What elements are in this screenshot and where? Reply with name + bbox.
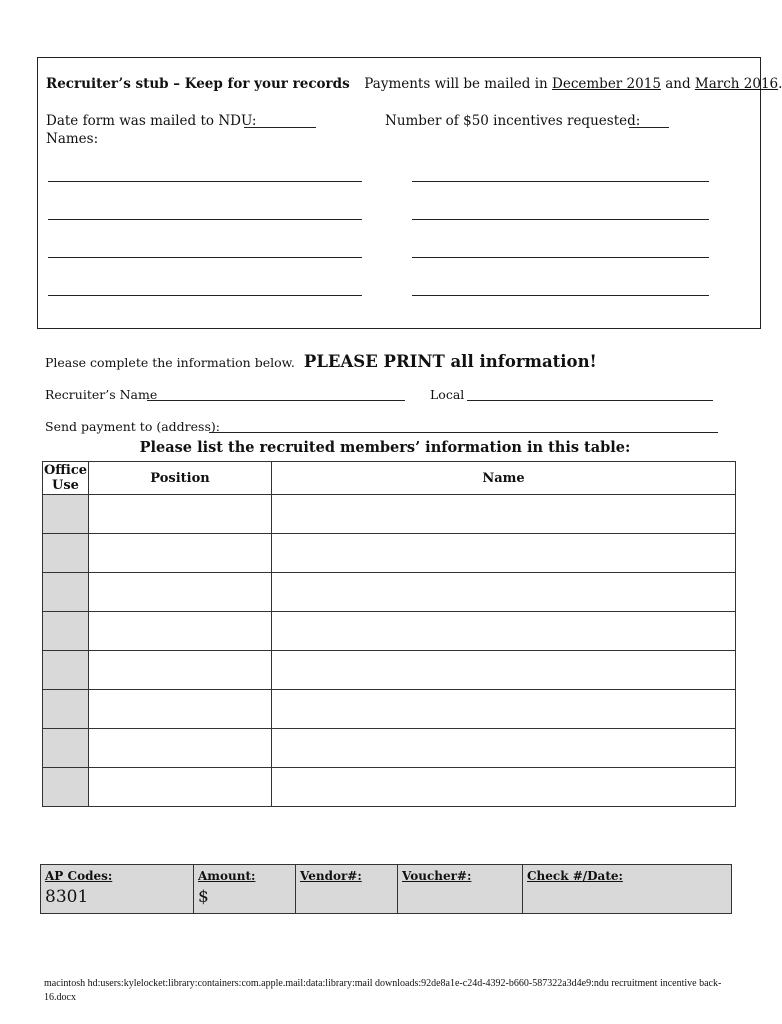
local-field[interactable] xyxy=(467,400,713,401)
date-mailed-label: Date form was mailed to NDU: xyxy=(46,113,257,129)
table-row xyxy=(43,651,736,690)
office-use-cell xyxy=(43,534,89,573)
instructions-intro: Please complete the information below. xyxy=(45,355,295,370)
vendor-cell xyxy=(296,865,398,914)
office-use-cell xyxy=(43,690,89,729)
name-cell[interactable] xyxy=(272,495,736,534)
table-heading: Please list the recruited members’ information in this table: xyxy=(139,439,631,456)
office-use-cell xyxy=(43,612,89,651)
members-table-header-row xyxy=(43,462,736,495)
table-row xyxy=(43,534,736,573)
send-payment-field[interactable] xyxy=(209,432,718,433)
position-cell[interactable] xyxy=(89,690,272,729)
position-cell[interactable] xyxy=(89,651,272,690)
payment-note-and: and xyxy=(660,76,695,92)
voucher-header: Voucher#: xyxy=(402,869,472,883)
position-cell[interactable] xyxy=(89,495,272,534)
instructions-line xyxy=(45,352,597,371)
check-date-header: Check #/Date: xyxy=(527,869,623,883)
name-cell[interactable] xyxy=(272,690,736,729)
stub-header-line xyxy=(46,76,782,92)
position-cell[interactable] xyxy=(89,768,272,807)
amount-header: Amount: xyxy=(198,869,256,883)
name-cell[interactable] xyxy=(272,534,736,573)
table-row xyxy=(43,690,736,729)
name-field-left-4[interactable] xyxy=(48,295,362,296)
office-use-cell xyxy=(43,768,89,807)
name-cell[interactable] xyxy=(272,729,736,768)
payment-note-prefix: Payments will be mailed in xyxy=(364,76,553,92)
payment-note-suffix: . xyxy=(778,76,782,92)
office-use-cell xyxy=(43,651,89,690)
office-use-cell xyxy=(43,495,89,534)
ap-codes-value: 8301 xyxy=(45,887,89,907)
name-field-left-2[interactable] xyxy=(48,219,362,220)
office-use-header xyxy=(43,462,89,495)
ap-codes-cell xyxy=(41,865,194,914)
local-label: Local xyxy=(430,387,465,402)
name-field-left-1[interactable] xyxy=(48,181,362,182)
name-header: Name xyxy=(272,462,736,495)
table-row xyxy=(43,612,736,651)
date-mailed-field[interactable] xyxy=(244,127,316,128)
names-label: Names: xyxy=(46,131,99,147)
name-cell[interactable] xyxy=(272,612,736,651)
table-row xyxy=(43,573,736,612)
payment-date-2: March 2016 xyxy=(694,76,779,92)
name-cell[interactable] xyxy=(272,573,736,612)
position-cell[interactable] xyxy=(89,612,272,651)
recruiter-name-field[interactable] xyxy=(147,400,405,401)
ap-codes-header: AP Codes: xyxy=(45,869,113,883)
recruiter-name-label: Recruiter’s Name xyxy=(45,387,158,402)
ap-codes-table xyxy=(40,864,732,914)
position-header: Position xyxy=(89,462,272,495)
table-row xyxy=(43,768,736,807)
table-row xyxy=(43,495,736,534)
name-field-right-3[interactable] xyxy=(412,257,709,258)
recruiter-stub-box xyxy=(37,57,761,329)
name-field-right-1[interactable] xyxy=(412,181,709,182)
name-field-left-3[interactable] xyxy=(48,257,362,258)
check-date-cell xyxy=(523,865,732,914)
position-cell[interactable] xyxy=(89,729,272,768)
name-field-right-4[interactable] xyxy=(412,295,709,296)
vendor-header: Vendor#: xyxy=(300,869,362,883)
file-path-footer: macintosh hd:users:kylelocket:library:containers:com.apple.mail:data:library:mail downloads:92de8a1e-c24d-4392-b660-587322a3d4e9:ndu recruitment incentive back-16.docx xyxy=(44,978,722,1003)
office-use-cell xyxy=(43,729,89,768)
position-cell[interactable] xyxy=(89,573,272,612)
incentives-label: Number of $50 incentives requested: xyxy=(385,113,641,129)
voucher-cell xyxy=(398,865,523,914)
ap-codes-row xyxy=(41,865,732,914)
print-emphasis: PLEASE PRINT all information! xyxy=(303,352,597,371)
members-table xyxy=(42,461,736,807)
payment-date-1: December 2015 xyxy=(552,76,661,92)
office-use-cell xyxy=(43,573,89,612)
stub-title: Recruiter’s stub – Keep for your records xyxy=(46,76,350,92)
table-row xyxy=(43,729,736,768)
position-cell[interactable] xyxy=(89,534,272,573)
name-cell[interactable] xyxy=(272,651,736,690)
name-cell[interactable] xyxy=(272,768,736,807)
name-field-right-2[interactable] xyxy=(412,219,709,220)
amount-cell xyxy=(194,865,296,914)
incentives-field[interactable] xyxy=(629,127,669,128)
office-use-header-line2: Use xyxy=(52,478,79,493)
send-payment-label: Send payment to (address): xyxy=(45,419,220,434)
office-use-header-line1: Office xyxy=(43,463,88,478)
amount-value: $ xyxy=(198,887,209,907)
